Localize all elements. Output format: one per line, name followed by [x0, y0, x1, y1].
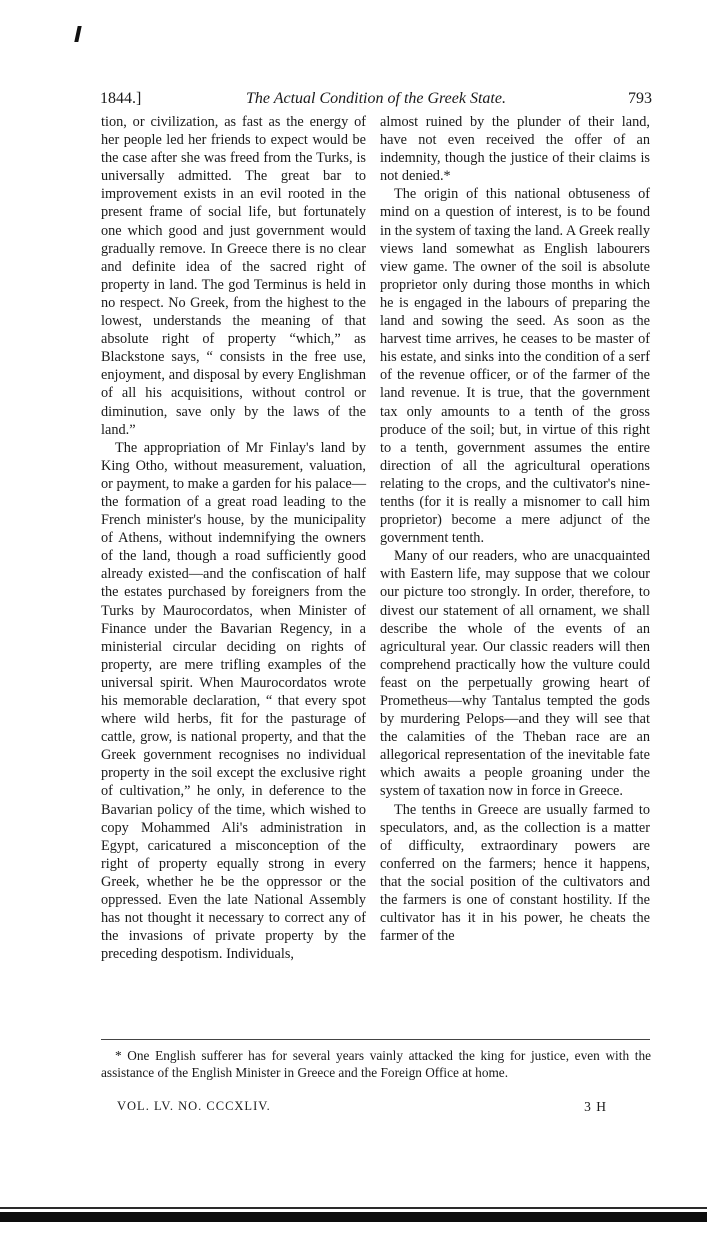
paragraph: The tenths in Greece are usually farmed to speculators, and, as the collection is a matter of difficulty, extraordinary powers are conferred on the farmers; hence it happens, that the social position of the cultivators and the farmers is one of constant hostility. If the cultivator has it in his power, he cheats the farmer of the — [380, 801, 650, 945]
paragraph: The appropriation of Mr Finlay's land by King Otho, without measurement, valuation, or payment, to make a garden for his palace—the formation of a great road leading to the French minister's house, by the municipality of Athens, without indemnifying the owners of the land, though a road sufficiently good already existed—and the confiscation of half the estates purchased by foreigners from the Turks by Maurocordatos, when Minister of Finance under the Bavarian Regency, in a ministerial circular deciding on rights of property, are mere trifling examples of the universal spirit. When Maurocordatos wrote his memorable declaration, “ that every spot where wild herbs, fit for the pasturage of cattle, grow, is national property, and that the Greek government recognises no individual property in the soil except the exclusive right of cultivation,” he only, in deference to the Bavarian policy of the time, which wished to copy Mohammed Ali's administration in Egypt, caricatured a misconception of the right of property equally strong in every Greek, whether he be the oppressor or the oppressed. Even the late National Assembly has not thought it necessary to correct any of the invasions of private property by the preceding despotism. Individuals, — [101, 439, 366, 963]
signature-mark: 3 H — [584, 1099, 607, 1114]
paragraph: almost ruined by the plunder of their land, have not even received the offer of an indemnity, though the justice of their claims is not denied.* — [380, 114, 650, 185]
paragraph: tion, or civilization, as fast as the energy of her people led her friends to expect would be the case after she was freed from the Turks, is universally admitted. The great bar to improvement exists in an evil rooted in the present frame of social life, but fortunately one which good and just government would gradually remove. In Greece there is no clear and definite idea of the sacred right of property in land. The god Terminus is held in no respect. No Greek, from the highest to the lowest, understands the meaning of that absolute right of property “which,” as Blackstone says, “ consists in the free use, enjoyment, and disposal by every Englishman of all his acquisitions, without control or diminution, save only by the laws of the land.” — [101, 114, 366, 438]
header-year: 1844.] — [100, 90, 142, 107]
running-title: The Actual Condition of the Greek State. — [246, 90, 506, 107]
page-number: 793 — [628, 90, 652, 107]
scan-edge-bar — [0, 1212, 707, 1222]
running-header — [100, 90, 652, 112]
volume-line: VOL. LV. NO. CCCXLIV. — [117, 1099, 271, 1113]
paragraph: Many of our readers, who are unacquainted with Eastern life, may suppose that we colour our picture too strongly. In order, therefore, to divest our statement of all ornament, we shall describe the whole of the events of an agricultural year. Our classic readers will then comprehend practically how the vulture could feast on the perpetually growing heart of Prometheus—why Tantalus tempted the gods by murdering Pelops—and they will see that the calamities of the Theban race are an allegorical representation of the inevitable fate which awaits a people groaning under the system of taxation now in force in Greece. — [380, 548, 650, 800]
footnote-rule — [101, 1039, 650, 1040]
footnote: * One English sufferer has for several years vainly attacked the king for justice, even with the assistance of the English Minister in Greece and the Foreign Office at home. — [101, 1048, 651, 1080]
right-column — [380, 113, 650, 945]
scan-edge-line — [0, 1207, 707, 1209]
left-column — [101, 113, 366, 963]
corner-ink-mark — [74, 26, 81, 42]
paragraph: The origin of this national obtuseness of mind on a question of interest, is to be found in the system of taxing the land. A Greek really views land somewhat as English labourers view game. The owner of the soil is absolute proprietor only during those months in which he is engaged in the labours of preparing the land and sowing the seed. As soon as the harvest time arrives, he ceases to be master of his estate, and sinks into the condition of a serf of the revenue officer, or of the farmer of the land revenue. It is true, that the government tax only amounts to a tenth of the gross produce of the soil; but, in virtue of this right to a tenth, government assumes the entire direction of all the agricultural operations relating to the crops, and the cultivator's nine-tenths (for it is really a misnomer to call him proprietor) become a mere adjunct of the government tenth. — [380, 186, 650, 547]
